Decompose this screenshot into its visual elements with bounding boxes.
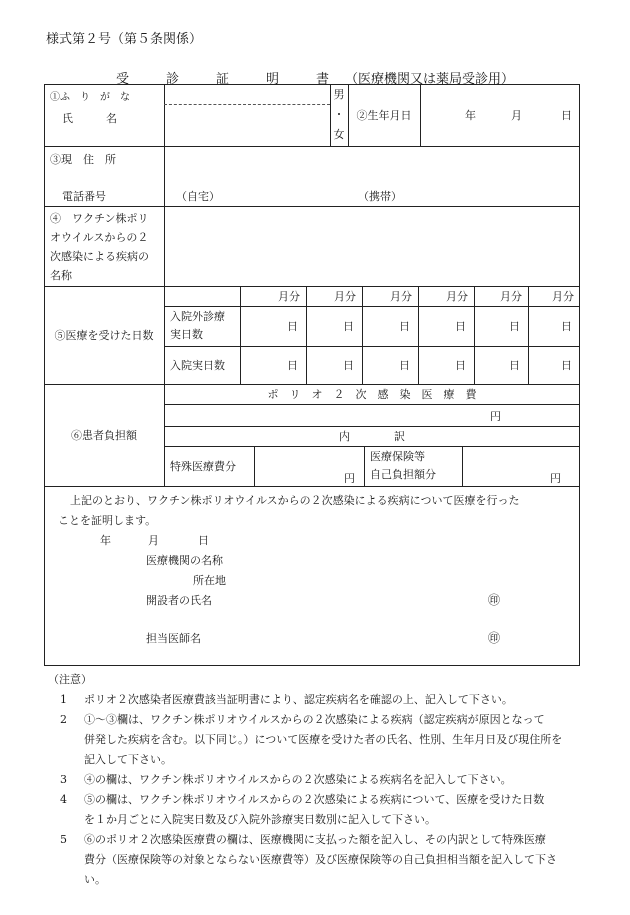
polio-cost-input[interactable] <box>166 406 506 424</box>
outpatient-label-line2: 実日数 <box>170 328 203 341</box>
outpatient-day-cell-1[interactable]: 日 <box>287 320 298 333</box>
notes-section <box>48 670 594 890</box>
special-cost-input[interactable] <box>256 448 340 484</box>
note-line: 併発した疾病を含む。以下同じ。）について医療を受けた者の氏名、性別、生年月日及び現住所を <box>84 733 563 746</box>
address-input[interactable] <box>166 148 578 180</box>
patient-burden-label: ⑥患者負担額 <box>71 429 137 442</box>
form-number: 様式第２号（第５条関係） <box>46 32 203 47</box>
polio-cost-header: ポ リ オ ２ 次 感 染 医 療 費 <box>267 388 477 401</box>
note-item <box>54 770 594 790</box>
location-input[interactable] <box>236 570 556 588</box>
note-line: ④の欄は、ワクチン株ポリオウイルスからの２次感染による疾病名を記入して下さい。 <box>84 773 512 786</box>
inpatient-day-cell-3[interactable]: 日 <box>399 359 410 372</box>
note-number: 4 <box>60 793 67 806</box>
doctor-name-label: 担当医師名 <box>146 632 201 645</box>
disease-label-line1: ④ ワクチン株ポリ <box>50 212 149 225</box>
certification-text-line2: ことを証明します。 <box>58 514 157 527</box>
special-cost-label: 特殊医療費分 <box>170 460 236 473</box>
cert-month: 月 <box>148 534 159 547</box>
inpatient-day-cell-5[interactable]: 日 <box>509 359 520 372</box>
note-number: 5 <box>60 833 67 846</box>
cert-day: 日 <box>198 534 209 547</box>
certification-date[interactable] <box>96 530 216 548</box>
name-input[interactable] <box>166 106 328 144</box>
founder-name-label: 開設者の氏名 <box>146 594 212 607</box>
disease-label-line4: 名称 <box>50 269 72 282</box>
cert-year: 年 <box>100 534 111 547</box>
mobile-phone-input[interactable] <box>404 184 574 204</box>
title-main: 受 診 証 明 書 <box>115 72 341 87</box>
month-cell-5[interactable]: 月分 <box>500 290 522 303</box>
insurance-copay-yen: 円 <box>550 472 561 485</box>
sex-male[interactable]: 男 <box>333 88 345 101</box>
disease-name-input[interactable] <box>166 208 578 284</box>
disease-label-line3: 次感染による疾病の <box>50 250 149 263</box>
note-line: ⑥のポリオ２次感染医療費の欄は、医療機関に支払った額を記入し、その内訳として特殊医療 <box>84 833 546 846</box>
polio-cost-yen: 円 <box>490 410 501 423</box>
sex-female[interactable]: 女 <box>333 128 345 141</box>
phone-label: 電話番号 <box>62 190 106 203</box>
name-label: 氏 名 <box>62 112 117 125</box>
outpatient-day-cell-3[interactable]: 日 <box>399 320 410 333</box>
mobile-phone-label: （携帯） <box>358 190 402 203</box>
location-label: 所在地 <box>193 574 226 587</box>
home-phone-input[interactable] <box>222 184 352 204</box>
outpatient-label-line1: 入院外診療 <box>170 310 225 323</box>
disease-name-label <box>50 209 149 285</box>
inpatient-day-cell-6[interactable]: 日 <box>561 359 572 372</box>
note-item <box>54 710 594 770</box>
notes-heading: （注意） <box>48 673 92 686</box>
month-cell-3[interactable]: 月分 <box>390 290 412 303</box>
institution-name-input[interactable] <box>236 550 556 568</box>
note-item <box>54 790 594 830</box>
outpatient-day-cell-4[interactable]: 日 <box>455 320 466 333</box>
insurance-copay-input[interactable] <box>464 448 544 484</box>
sex-selector[interactable] <box>330 84 348 146</box>
certification-text-line1: 上記のとおり、ワクチン株ポリオウイルスからの２次感染による疾病について医療を行った <box>70 494 520 507</box>
month-cell-4[interactable]: 月分 <box>446 290 468 303</box>
special-cost-yen: 円 <box>344 472 355 485</box>
note-number: 1 <box>60 693 67 706</box>
outpatient-day-cell-6[interactable]: 日 <box>561 320 572 333</box>
note-line: 記入して下さい。 <box>84 753 172 766</box>
month-cell-2[interactable]: 月分 <box>334 290 356 303</box>
founder-name-input[interactable] <box>222 590 482 608</box>
doctor-seal: ㊞ <box>488 631 501 645</box>
month-cell-6[interactable]: 月分 <box>552 290 574 303</box>
founder-seal: ㊞ <box>488 593 501 607</box>
inpatient-day-cell-1[interactable]: 日 <box>287 359 298 372</box>
title-sub: （医療機関又は薬局受診用） <box>345 72 515 87</box>
note-item <box>54 690 594 710</box>
birth-label: ②生年月日 <box>356 109 412 122</box>
note-line: ポリオ２次感染者医療費該当証明書により、認定疾病名を確認の上、記入して下さい。 <box>84 693 513 706</box>
insurance-copay-label <box>370 448 436 484</box>
home-phone-label: （自宅） <box>176 190 220 203</box>
furigana-input[interactable] <box>166 86 328 103</box>
inpatient-day-cell-4[interactable]: 日 <box>455 359 466 372</box>
disease-label-line2: オウイルスからの２ <box>50 231 149 244</box>
furigana-label: ①ふ り が な <box>50 92 130 103</box>
doctor-name-input[interactable] <box>222 628 482 646</box>
address-label: ③現 住 所 <box>50 153 116 166</box>
note-line: い。 <box>84 873 106 886</box>
inpatient-day-cell-2[interactable]: 日 <box>343 359 354 372</box>
note-item <box>54 830 594 890</box>
insurance-label-line1: 医療保険等 <box>370 450 425 463</box>
birth-day: 日 <box>561 109 572 122</box>
note-line: を１か月ごとに入院実日数及び入院外診療実日数別に記入して下さい。 <box>84 813 436 826</box>
outpatient-day-cell-2[interactable]: 日 <box>343 320 354 333</box>
note-number: 2 <box>60 713 67 726</box>
note-number: 3 <box>60 773 67 786</box>
breakdown-header: 内 訳 <box>339 430 405 443</box>
note-line: ①～③欄は、ワクチン株ポリオウイルスからの２次感染による疾病（認定疾病が原因となって <box>84 713 545 726</box>
outpatient-day-cell-5[interactable]: 日 <box>509 320 520 333</box>
note-line: 費分（医療保険等の対象とならない医療費等）及び医療保険等の自己負担相当額を記入して下さ <box>84 853 557 866</box>
birth-year: 年 <box>465 109 476 122</box>
institution-name-label: 医療機関の名称 <box>146 554 223 567</box>
insurance-label-line2: 自己負担額分 <box>370 468 436 481</box>
sex-separator: ・ <box>333 108 345 121</box>
care-days-label: ⑤医療を受けた日数 <box>54 329 154 342</box>
outpatient-days-label <box>170 308 225 344</box>
birth-month: 月 <box>511 109 522 122</box>
note-line: ⑤の欄は、ワクチン株ポリオウイルスからの２次感染による疾病について、医療を受けた日数 <box>84 793 545 806</box>
inpatient-days-label: 入院実日数 <box>170 359 225 372</box>
birth-input[interactable] <box>421 85 579 145</box>
month-cell-1[interactable]: 月分 <box>278 290 300 303</box>
